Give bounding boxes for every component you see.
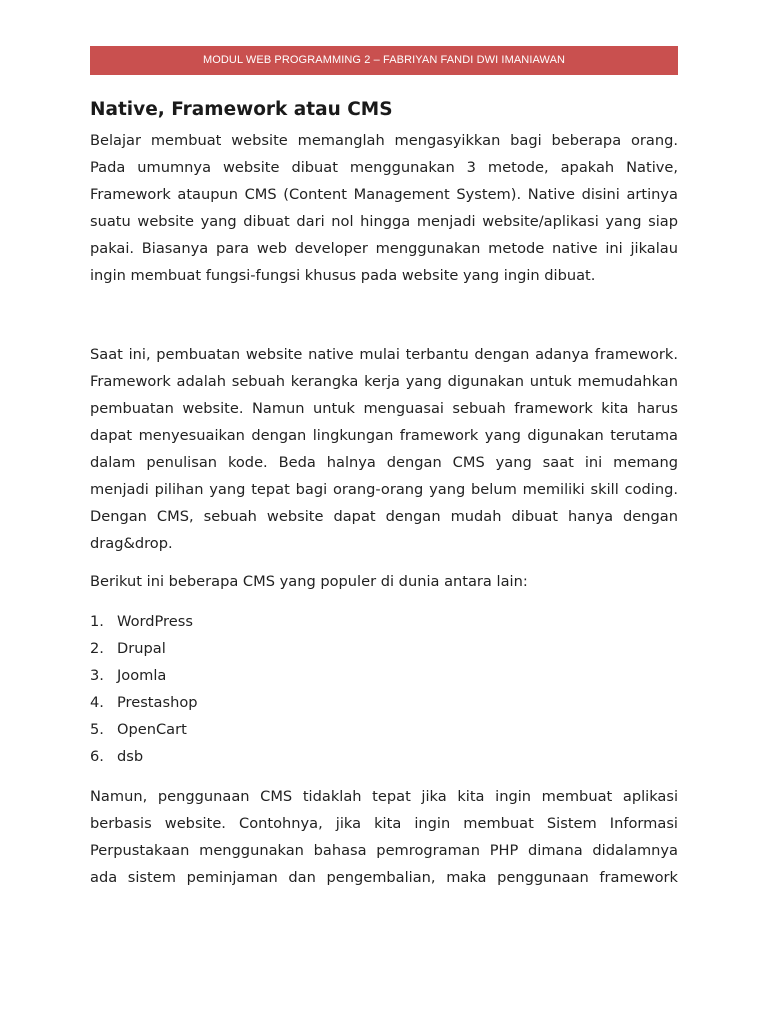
list-item-number: 2. [90, 640, 104, 657]
header-band [90, 46, 678, 75]
list-item-number: 5. [90, 721, 104, 738]
header-text: MODUL WEB PROGRAMMING 2 – FABRIYAN FANDI DWI IMANIAWAN [202, 54, 566, 66]
list-item-label: Prestashop [117, 694, 198, 711]
list-item-number: 6. [90, 748, 104, 765]
list-item [90, 743, 678, 770]
cms-list [90, 608, 678, 770]
list-item-number: 1. [90, 613, 104, 630]
list-item [90, 608, 678, 635]
list-item [90, 689, 678, 716]
list-item-label: OpenCart [117, 721, 187, 738]
section-title: Native, Framework atau CMS [90, 99, 393, 120]
document-page [90, 46, 678, 891]
list-item-label: dsb [117, 748, 144, 765]
list-item [90, 716, 678, 743]
paragraph-native: Belajar membuat website memanglah mengasyikkan bagi beberapa orang. Pada umumnya website dibuat menggunakan 3 metode, apakah Native, Framework ataupun CMS (Content Management System). Native disini artinya suatu website yang dibuat dari nol hingga menjadi website/aplikasi yang siap pakai. Biasanya para web developer menggunakan metode native ini jikalau ingin membuat fungsi-fungsi khusus pada website yang ingin dibuat. [90, 132, 678, 284]
list-item [90, 662, 678, 689]
paragraph-cms-intro: Berikut ini beberapa CMS yang populer di dunia antara lain: [90, 573, 528, 590]
list-item-number: 3. [90, 667, 104, 684]
paragraph-framework: Saat ini, pembuatan website native mulai terbantu dengan adanya framework. Framework adalah sebuah kerangka kerja yang digunakan untuk memudahkan pembuatan website. Namun untuk menguasai sebuah framework kita harus dapat menyesuaikan dengan lingkungan framework yang digunakan terutama dalam penulisan kode. Beda halnya dengan CMS yang saat ini memang menjadi pilihan yang tepat bagi orang-orang yang belum memiliki skill coding. Dengan CMS, sebuah website dapat dengan mudah dibuat hanya dengan drag&drop. [90, 346, 678, 552]
list-item-label: WordPress [117, 613, 193, 630]
list-item-number: 4. [90, 694, 104, 711]
paragraph-cms-limitation: Namun, penggunaan CMS tidaklah tepat jika kita ingin membuat aplikasi berbasis website. Contohnya, jika kita ingin membuat Sistem Informasi Perpustakaan menggunakan bahasa pemrograman PHP dimana didalamnya ada sistem peminjaman dan pengembalian, maka penggunaan framework [90, 788, 678, 886]
list-item-label: Joomla [117, 667, 167, 684]
list-item-label: Drupal [117, 640, 166, 657]
list-item [90, 635, 678, 662]
